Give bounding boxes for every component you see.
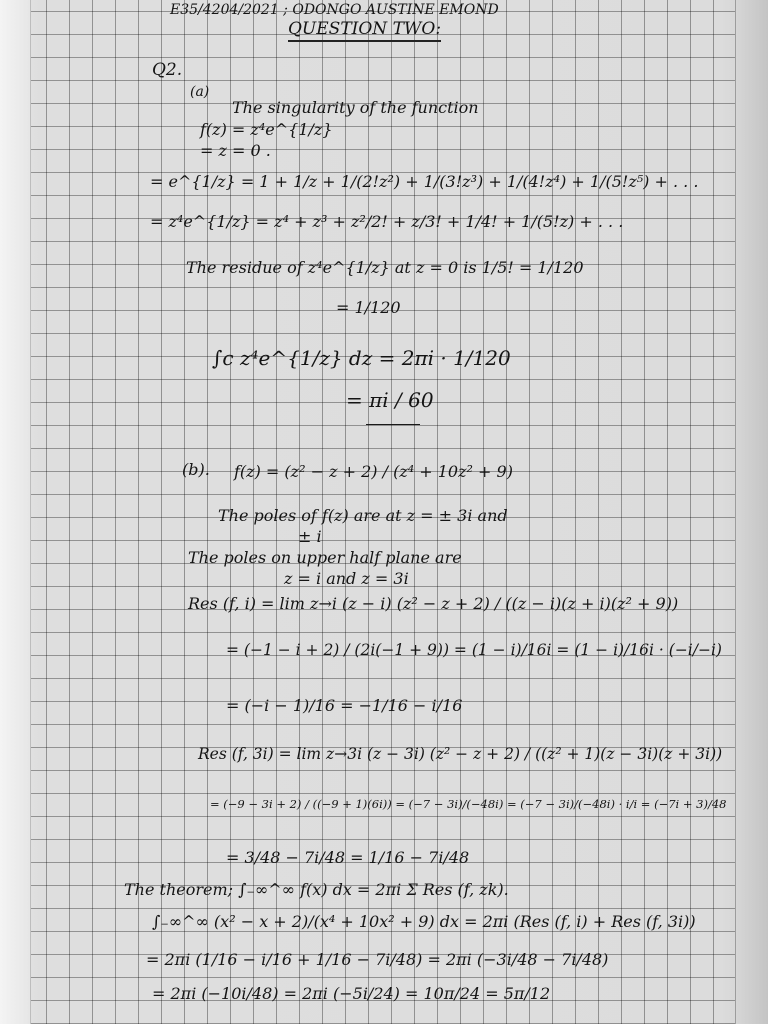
upper-half-line2: z = i and z = 3i (284, 569, 409, 588)
calc-line1: = 2πi (1/16 − i/16 + 1/16 − 7i/48) = 2πi (−3i/48 − 7i/48) (146, 950, 609, 969)
res-i-result: = (−i − 1)/16 = −1/16 − i/16 (226, 696, 463, 715)
residue-statement: The residue of z⁴e^{1/z} at z = 0 is 1/5! = 1/120 (186, 258, 584, 277)
upper-half-line1: The poles on upper half plane are (188, 548, 462, 567)
res-i-step: = (−1 − i + 2) / (2i(−1 + 9)) = (1 − i)/16i = (1 − i)/16i · (−i/−i) (226, 641, 722, 659)
student-id-line: E35/4204/2021 ; ODONGO AUSTINE EMOND (170, 2, 499, 18)
part-b-function: f(z) = (z² − z + 2) / (z⁴ + 10z² + 9) (234, 462, 513, 481)
series-times-z4: = z⁴e^{1/z} = z⁴ + z³ + z²/2! + z/3! + 1/4! + 1/(5!z) + . . . (150, 212, 624, 231)
res-i-limit: Res (f, i) = lim z→i (z − i) (z² − z + 2) / ((z − i)(z + i)(z² + 9)) (188, 594, 679, 613)
page-left-margin (0, 0, 31, 1024)
part-a-function: f(z) = z⁴e^{1/z} (200, 120, 333, 139)
calc-line2: = 2πi (−10i/48) = 2πi (−5i/24) = 10π/24 = 5π/12 (152, 984, 551, 1003)
poles-line1: The poles of f(z) are at z = ± 3i and (218, 506, 508, 525)
poles-line2: ± i (298, 527, 322, 546)
part-a-line1: The singularity of the function (232, 98, 479, 117)
question-title: QUESTION TWO: (288, 19, 441, 39)
series-expansion: = e^{1/z} = 1 + 1/z + 1/(2!z²) + 1/(3!z³) + 1/(4!z⁴) + 1/(5!z⁵) + . . . (150, 172, 699, 191)
part-a-label: (a) (190, 84, 210, 100)
q2-label: Q2. (152, 60, 183, 80)
part-a-singularity: = z = 0 . (200, 141, 271, 160)
result-underline (366, 424, 420, 425)
res-3i-limit: Res (f, 3i) = lim z→3i (z − 3i) (z² − z + 2) / ((z² + 1)(z − 3i)(z + 3i)) (198, 745, 723, 763)
residue-theorem: The theorem; ∫₋∞^∞ f(x) dx = 2πi Σ Res (f, zk). (124, 880, 509, 899)
integral-result: = πi / 60 (346, 388, 434, 412)
page-right-edge (735, 0, 768, 1024)
residue-result: = 1/120 (336, 298, 401, 317)
part-b-label: (b). (182, 460, 210, 479)
contour-integral: ∫c z⁴e^{1/z} dz = 2πi · 1/120 (212, 346, 511, 370)
res-3i-step: = (−9 − 3i + 2) / ((−9 + 1)(6i)) = (−7 − 3i)/(−48i) = (−7 − 3i)/(−48i) · i/i = (−7i + 3)/48 (210, 797, 727, 811)
res-3i-result: = 3/48 − 7i/48 = 1/16 − 7i/48 (226, 848, 470, 867)
real-integral: ∫₋∞^∞ (x² − x + 2)/(x⁴ + 10x² + 9) dx = 2πi (Res (f, i) + Res (f, 3i)) (152, 912, 696, 931)
